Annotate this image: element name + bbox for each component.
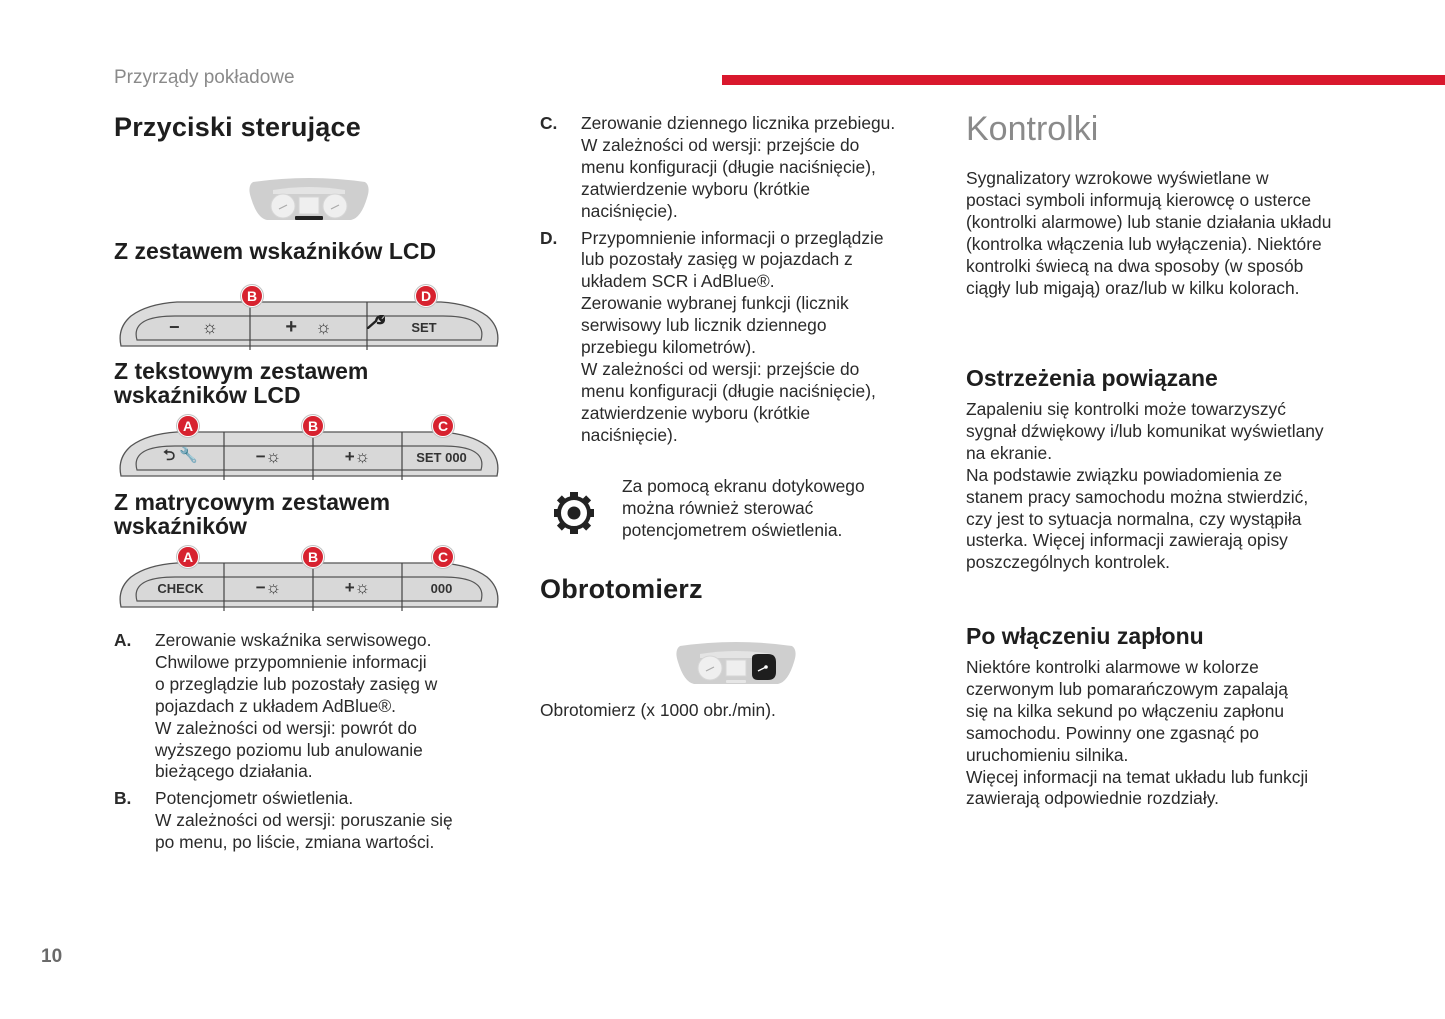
text-line: zatwierdzenie wyboru (krótkie: [581, 402, 811, 423]
text-line: (kontrolki alarmowe) lub stanie działania układu: [966, 211, 1332, 232]
ignition-text: [966, 657, 1386, 810]
badge-d: D: [415, 285, 437, 307]
text-line: Chwilowe przypomnienie informacji: [155, 651, 427, 672]
badge-b: B: [302, 415, 324, 437]
text-line: się na kilka sekund po włączeniu zapłonu: [966, 700, 1285, 721]
text-lcd-button-strip: [117, 418, 501, 476]
set-000-button[interactable]: [402, 445, 481, 469]
text-line: układem SCR i AdBlue®.: [581, 271, 775, 292]
text-line: lub pozostały zasięg w pojazdach z: [581, 249, 853, 270]
text-line: Więcej informacji na temat układu lub funkcji: [966, 766, 1309, 787]
text-line: Przypomnienie informacji o przeglądzie: [581, 227, 884, 248]
ignition-heading: Po włączeniu zapłonu: [966, 623, 1204, 649]
text-line: potencjometrem oświetlenia.: [622, 519, 843, 540]
set-label: SET: [411, 319, 437, 335]
settings-gear-icon: [553, 491, 595, 535]
touchscreen-note: [622, 476, 922, 542]
text-line: uruchomieniu silnika.: [966, 744, 1129, 765]
plus-brightness-icon: +☼: [344, 447, 371, 466]
heading-line: wskaźników LCD: [114, 382, 301, 408]
definition-letter: C.: [540, 113, 558, 133]
definition-c: [540, 113, 930, 223]
warning-lights-intro: [966, 168, 1386, 299]
badge-b: B: [241, 285, 263, 307]
text-line: Na podstawie związku powiadomienia ze: [966, 464, 1283, 485]
zero-button[interactable]: [402, 576, 481, 600]
brightness-icon: ☼: [201, 316, 218, 337]
related-warnings-text: [966, 399, 1386, 574]
text-line: Za pomocą ekranu dotykowego: [622, 476, 865, 496]
brightness-minus-button[interactable]: [224, 445, 313, 469]
lcd-button-strip: [117, 288, 501, 346]
text-line: poszczególnych kontrolek.: [966, 552, 1170, 573]
instrument-cluster-icon: [247, 176, 371, 224]
minus-brightness-icon: −☼: [255, 447, 282, 466]
text-line: menu konfiguracji (długie naciśnięcie),: [581, 156, 876, 177]
text-line: Zerowanie wybranej funkcji (licznik: [581, 293, 849, 314]
text-line: W zależności od wersji: przejście do: [581, 134, 860, 155]
text-line: W zależności od wersji: powrót do: [155, 717, 417, 738]
text-line: bieżącego działania.: [155, 761, 313, 782]
text-line: Zapaleniu się kontrolki może towarzyszyć: [966, 399, 1286, 419]
text-line: Potencjometr oświetlenia.: [155, 788, 354, 809]
set-button[interactable]: [367, 315, 481, 339]
minus-icon: −: [168, 316, 180, 337]
definition-letter: A.: [114, 630, 132, 650]
definition-text: [155, 788, 453, 854]
matrix-button-strip: [117, 549, 501, 607]
zero-label: 000: [430, 580, 453, 596]
plus-brightness-icon: +☼: [344, 578, 371, 597]
text-line: zawierają odpowiednie rozdziały.: [966, 788, 1219, 809]
heading-line: Z matrycowym zestawem: [114, 489, 391, 515]
text-line: naciśnięcie).: [581, 424, 678, 445]
text-line: po menu, po liście, zmiana wartości.: [155, 832, 435, 853]
heading-lcd: Z zestawem wskaźników LCD: [114, 238, 437, 264]
back-wrench-button[interactable]: [137, 445, 224, 469]
text-line: o przeglądzie lub pozostały zasięg w: [155, 673, 438, 694]
text-line: przebiegu kilometrów).: [581, 337, 756, 358]
text-line: wyższego poziomu lub anulowanie: [155, 739, 423, 760]
brightness-minus-button[interactable]: [137, 315, 250, 339]
brightness-icon: ☼: [315, 316, 332, 337]
definition-text: [581, 113, 895, 223]
heading-matrix: [114, 490, 390, 538]
warning-lights-title: Kontrolki: [966, 110, 1099, 148]
text-line: pojazdach z układem AdBlue®.: [155, 695, 396, 716]
text-line: sygnał dźwiękowy i/lub komunikat wyświetlany: [966, 420, 1324, 441]
heading-text-lcd: [114, 359, 368, 407]
text-line: serwisowy lub licznik dziennego: [581, 315, 827, 336]
text-line: Zerowanie wskaźnika serwisowego.: [155, 630, 432, 650]
check-label: CHECK: [157, 580, 204, 596]
definition-letter: D.: [540, 227, 558, 248]
brightness-plus-button[interactable]: [250, 315, 367, 339]
text-line: zatwierdzenie wyboru (krótkie: [581, 178, 811, 199]
wrench-icon: [367, 315, 385, 329]
text-line: Niektóre kontrolki alarmowe w kolorze: [966, 657, 1259, 677]
accent-bar: [722, 75, 1445, 85]
text-line: W zależności od wersji: przejście do: [581, 358, 860, 379]
section-label: Przyrządy pokładowe: [114, 67, 295, 88]
plus-icon: +: [285, 315, 298, 338]
text-line: Zerowanie dziennego licznika przebiegu.: [581, 113, 896, 133]
check-button[interactable]: [137, 576, 224, 600]
definition-list-middle: [540, 113, 930, 452]
definition-a: [114, 630, 494, 783]
badge-c: C: [432, 415, 454, 437]
badge-c: C: [432, 546, 454, 568]
page-number: 10: [41, 946, 63, 967]
definition-d: [540, 228, 930, 447]
text-line: W zależności od wersji: poruszanie się: [155, 810, 453, 831]
text-line: samochodu. Powinny one zgasnąć po: [966, 722, 1259, 743]
definition-list-left: [114, 630, 494, 859]
text-line: czy jest to sytuacja normalna, czy wystąpiła: [966, 508, 1302, 529]
text-line: naciśnięcie).: [581, 200, 678, 221]
set-000-label: SET 000: [416, 449, 467, 465]
related-warnings-heading: Ostrzeżenia powiązane: [966, 365, 1218, 391]
text-line: Sygnalizatory wzrokowe wyświetlane w: [966, 168, 1269, 188]
badge-a: A: [177, 415, 199, 437]
page-title: Przyciski sterujące: [114, 112, 361, 142]
text-line: można również sterować: [622, 497, 814, 518]
definition-text: [581, 228, 884, 447]
badge-b: B: [302, 546, 324, 568]
definition-letter: B.: [114, 788, 132, 809]
tachometer-title: Obrotomierz: [540, 574, 703, 604]
text-line: kontrolki świecą na dwa sposoby (w sposób: [966, 255, 1304, 276]
definition-text: [155, 630, 437, 783]
text-line: usterka. Więcej informacji zawierają opisy: [966, 530, 1288, 551]
text-line: menu konfiguracji (długie naciśnięcie),: [581, 380, 876, 401]
text-line: czerwonym lub pomarańczowym zapalają: [966, 678, 1288, 699]
text-line: na ekranie.: [966, 442, 1053, 463]
brightness-plus-button[interactable]: [313, 445, 402, 469]
back-wrench-icon: ⮌ 🔧: [163, 446, 198, 464]
definition-b: [114, 788, 494, 854]
heading-line: wskaźników: [114, 513, 247, 539]
brightness-minus-button[interactable]: [224, 576, 313, 600]
text-line: stanem pracy samochodu można stwierdzić,: [966, 486, 1309, 507]
text-line: (kontrolka włączenia lub wyłączenia). Niektóre: [966, 233, 1322, 254]
text-line: postaci symboli informują kierowcę o usterce: [966, 189, 1312, 210]
tachometer-caption: Obrotomierz (x 1000 obr./min).: [540, 700, 776, 720]
text-line: ciągły lub migają) oraz/lub w kilku kolorach.: [966, 277, 1300, 298]
tachometer-cluster-icon: [674, 640, 798, 688]
brightness-plus-button[interactable]: [313, 576, 402, 600]
badge-a: A: [177, 546, 199, 568]
heading-line: Z tekstowym zestawem: [114, 358, 369, 384]
minus-brightness-icon: −☼: [255, 578, 282, 597]
